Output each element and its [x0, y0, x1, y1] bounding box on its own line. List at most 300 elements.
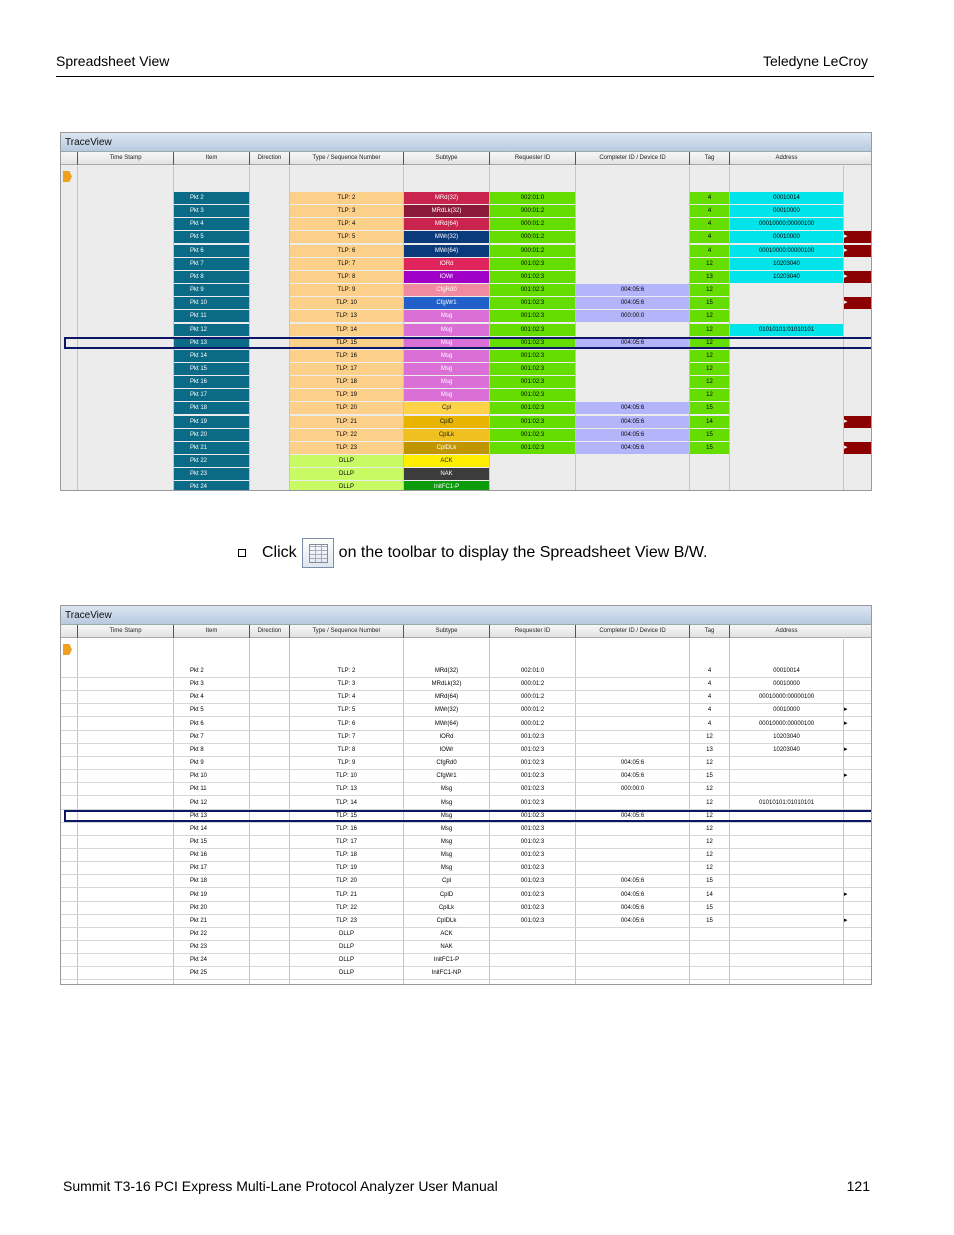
cell-req: 001:02:3 — [490, 429, 575, 441]
table-row[interactable] — [61, 889, 872, 902]
table-row[interactable] — [61, 915, 872, 928]
table-row[interactable] — [61, 455, 872, 468]
column-header[interactable]: Completer ID / Device ID — [575, 625, 689, 638]
cell-type: TLP: 14 — [290, 324, 403, 336]
cell-addr: 00010000 — [773, 681, 800, 688]
cell-tag: 14 — [690, 416, 729, 428]
cell-sub: ACK — [440, 931, 453, 937]
cell-addr — [730, 783, 843, 795]
cell-addr — [730, 284, 843, 296]
cell-type: TLP: 10 — [335, 773, 357, 780]
column-header[interactable]: Address — [729, 625, 843, 638]
cell-tag: 12 — [706, 799, 713, 806]
expand-arrow-icon[interactable]: ▸ — [844, 772, 848, 780]
cell-type: TLP: 4 — [337, 694, 356, 701]
cell-req: 000:01:2 — [520, 707, 545, 714]
expand-arrow-icon[interactable]: ▸ — [844, 271, 872, 283]
cell-sub: IORd — [404, 258, 489, 270]
cell-tag: 4 — [690, 218, 729, 230]
cell-tag: 15 — [690, 429, 729, 441]
cell-item: Pkt 17 — [190, 865, 208, 872]
cell-item: Pkt 4 — [174, 218, 249, 230]
cell-item: Pkt 6 — [174, 245, 249, 257]
cell-tag: 4 — [707, 707, 712, 714]
cell-item: Pkt 7 — [190, 733, 204, 740]
table-row[interactable] — [61, 376, 872, 389]
table-row[interactable] — [61, 902, 872, 915]
table-row[interactable] — [61, 389, 872, 402]
traceview-bw-panel[interactable] — [60, 605, 872, 985]
cell-req: 001:02:3 — [520, 799, 545, 806]
column-header[interactable]: Direction — [249, 152, 289, 165]
cell-sub: Msg — [404, 363, 489, 375]
expand-arrow-icon[interactable]: ▸ — [844, 745, 848, 753]
cell-addr — [730, 468, 843, 480]
cell-type: DLLP — [338, 957, 354, 964]
cell-item: Pkt 22 — [190, 931, 208, 937]
cell-item: Pkt 9 — [190, 760, 204, 767]
cell-type: TLP: 18 — [335, 852, 357, 859]
cell-tag: 15 — [706, 904, 713, 911]
cell-tag: 12 — [706, 760, 713, 767]
cell-tag: 4 — [707, 668, 712, 674]
cell-addr — [730, 836, 843, 848]
cell-addr — [730, 757, 843, 769]
cell-comp: 000:00:0 — [620, 786, 645, 793]
cell-addr — [730, 941, 843, 953]
table-row[interactable] — [61, 849, 872, 862]
table-row[interactable] — [61, 665, 872, 678]
cell-tag: 4 — [690, 231, 729, 243]
cell-type: TLP: 7 — [337, 733, 356, 740]
table-row[interactable] — [61, 310, 872, 323]
cell-item: Pkt 25 — [190, 970, 208, 977]
expand-arrow-icon[interactable]: ▸ — [844, 706, 848, 714]
cell-type: TLP: 9 — [290, 284, 403, 296]
cell-sub: InitFC1-P — [404, 481, 489, 491]
cell-comp — [576, 718, 689, 730]
cell-addr — [730, 928, 843, 940]
cell-addr — [730, 429, 843, 441]
cell-sub: CplD — [404, 416, 489, 428]
cell-req: 001:02:3 — [490, 363, 575, 375]
expand-arrow-icon[interactable]: ▸ — [844, 890, 848, 898]
cell-sub: Msg — [440, 838, 453, 845]
cell-addr — [730, 889, 843, 901]
table-row[interactable] — [61, 718, 872, 731]
cell-tag: 12 — [706, 838, 713, 845]
cell-comp — [576, 271, 689, 283]
column-header[interactable]: Completer ID / Device ID — [575, 152, 689, 165]
column-header[interactable]: Subtype — [403, 152, 489, 165]
cell-type: TLP: 3 — [290, 205, 403, 217]
cell-req: 001:02:3 — [490, 324, 575, 336]
cell-addr: 00010000:00000100 — [730, 245, 843, 257]
cell-item: Pkt 21 — [174, 442, 249, 454]
cell-comp — [576, 678, 689, 690]
selected-row-outline — [64, 810, 872, 822]
cell-comp — [576, 928, 689, 940]
cell-addr — [730, 849, 843, 861]
cell-sub: MWr(32) — [434, 707, 459, 714]
cell-req: 001:02:3 — [490, 271, 575, 283]
cell-addr: 00010000 — [773, 707, 800, 714]
cell-req — [490, 941, 575, 953]
cell-item: Pkt 13 — [174, 337, 249, 349]
table-row[interactable] — [61, 363, 872, 376]
table-row[interactable] — [61, 704, 872, 717]
cell-req: 001:02:3 — [520, 865, 545, 872]
cell-item: Pkt 17 — [174, 389, 249, 401]
cell-type: TLP: 16 — [290, 350, 403, 362]
cell-sub: MRdLk(32) — [404, 205, 489, 217]
cell-comp: 004:05:6 — [620, 878, 645, 885]
cell-req: 001:02:3 — [490, 350, 575, 362]
cell-comp: 004:05:6 — [620, 812, 645, 819]
cell-type: TLP: 23 — [335, 917, 357, 924]
table-row[interactable] — [61, 284, 872, 297]
cell-req: 001:02:3 — [520, 878, 545, 885]
cell-sub: InitFC1-P — [433, 957, 460, 964]
cell-addr — [730, 363, 843, 375]
cell-item: Pkt 14 — [190, 825, 208, 832]
cell-tag: 15 — [706, 878, 713, 885]
cell-type: TLP: 13 — [290, 310, 403, 322]
cell-sub: MRdLk(32) — [431, 681, 462, 688]
cell-req: 001:02:3 — [490, 310, 575, 322]
spreadsheet-toolbar-icon[interactable] — [302, 538, 334, 568]
cell-tag: 13 — [690, 271, 729, 283]
cell-comp — [576, 245, 689, 257]
cell-sub: Msg — [404, 376, 489, 388]
column-header-bar — [61, 625, 871, 638]
column-header[interactable]: Item — [173, 152, 249, 165]
cell-req — [490, 481, 575, 491]
cell-req: 001:02:3 — [520, 812, 545, 819]
column-header[interactable]: Requester ID — [489, 152, 575, 165]
cell-addr: 00010014 — [730, 192, 843, 204]
cell-item: Pkt 5 — [174, 231, 249, 243]
cell-item: Pkt 2 — [174, 192, 249, 204]
cell-comp — [576, 205, 689, 217]
page-header-left: Spreadsheet View — [56, 53, 170, 69]
cell-tag: 4 — [707, 681, 712, 688]
cell-addr — [730, 954, 843, 966]
cell-tag: 12 — [706, 865, 713, 872]
cell-addr — [730, 455, 843, 467]
cell-sub: MRd(32) — [434, 668, 459, 674]
cell-type: TLP: 17 — [335, 838, 357, 845]
table-row[interactable] — [61, 678, 872, 691]
cell-addr — [730, 376, 843, 388]
cell-type: TLP: 20 — [290, 402, 403, 414]
table-row[interactable] — [61, 297, 872, 310]
table-row[interactable] — [61, 192, 872, 205]
column-header[interactable]: Time Stamp — [77, 625, 173, 638]
cell-sub: Msg — [404, 324, 489, 336]
cell-comp — [576, 941, 689, 953]
cell-sub: Msg — [404, 337, 489, 349]
table-row[interactable] — [61, 862, 872, 875]
column-header[interactable]: Address — [729, 152, 843, 165]
cell-sub: IORd — [439, 733, 454, 740]
cell-item: Pkt 24 — [190, 957, 208, 964]
expand-arrow-icon[interactable]: ▸ — [844, 916, 848, 924]
cell-req: 001:02:3 — [490, 376, 575, 388]
cell-req: 001:02:3 — [520, 917, 545, 924]
cell-addr: 00010000 — [730, 205, 843, 217]
table-row[interactable] — [61, 875, 872, 888]
cell-tag: 12 — [690, 258, 729, 270]
cell-item: Pkt 8 — [174, 271, 249, 283]
table-row[interactable] — [61, 442, 872, 455]
cell-addr: 00010000:00000100 — [758, 720, 815, 727]
cell-req — [490, 954, 575, 966]
table-row[interactable] — [61, 967, 872, 980]
cell-comp — [576, 704, 689, 716]
cell-type: TLP: 5 — [337, 707, 356, 714]
cell-type: TLP: 22 — [290, 429, 403, 441]
cell-req: 001:02:3 — [520, 760, 545, 767]
cell-tag: 15 — [706, 773, 713, 780]
cell-comp: 004:05:6 — [576, 284, 689, 296]
cell-tag — [690, 481, 729, 491]
traceview-rows — [61, 639, 871, 985]
cell-addr: 00010014 — [773, 668, 800, 674]
cell-comp — [576, 455, 689, 467]
cell-type: TLP: 5 — [290, 231, 403, 243]
cell-type: TLP: 20 — [335, 878, 357, 885]
header-rule — [56, 76, 874, 77]
table-row[interactable] — [61, 731, 872, 744]
table-row[interactable] — [61, 416, 872, 429]
cell-tag: 4 — [707, 720, 712, 727]
table-row[interactable] — [61, 744, 872, 757]
cell-req: 001:02:3 — [490, 258, 575, 270]
table-row[interactable] — [61, 245, 872, 258]
cell-req: 000:01:2 — [520, 694, 545, 701]
cell-addr: 00010000 — [730, 231, 843, 243]
bullet-icon — [238, 549, 246, 557]
cell-item: Pkt 11 — [190, 786, 207, 793]
cell-item: Pkt 3 — [174, 205, 249, 217]
cell-tag: 12 — [690, 324, 729, 336]
selected-row-outline — [64, 337, 872, 349]
cell-comp — [576, 691, 689, 703]
cell-addr — [730, 310, 843, 322]
cell-item: Pkt 5 — [190, 707, 204, 714]
cell-item: Pkt 14 — [174, 350, 249, 362]
cell-req: 001:02:3 — [520, 904, 545, 911]
cell-req: 001:02:3 — [520, 786, 545, 793]
cell-type: DLLP — [290, 481, 403, 491]
cell-sub: CplD — [439, 891, 454, 898]
cell-addr — [730, 862, 843, 874]
table-row[interactable] — [61, 218, 872, 231]
cell-req: 001:02:3 — [520, 838, 545, 845]
cell-req: 000:01:2 — [490, 231, 575, 243]
cell-req: 001:02:3 — [490, 402, 575, 414]
cell-comp: 004:05:6 — [576, 297, 689, 309]
cell-sub: ACK — [404, 455, 489, 467]
cell-comp — [576, 731, 689, 743]
cell-req: 001:02:3 — [490, 297, 575, 309]
cell-addr — [730, 915, 843, 927]
cell-type: TLP: 21 — [335, 891, 357, 898]
cell-comp: 000:00:0 — [576, 310, 689, 322]
cell-req: 000:01:2 — [490, 205, 575, 217]
cell-req: 001:02:3 — [490, 442, 575, 454]
cell-sub: Msg — [404, 310, 489, 322]
table-row[interactable] — [61, 429, 872, 442]
cell-addr: 01010101:01010101 — [730, 324, 843, 336]
table-row[interactable] — [61, 350, 872, 363]
cell-sub: Msg — [440, 786, 453, 793]
cell-type: TLP: 8 — [290, 271, 403, 283]
table-row[interactable] — [61, 783, 872, 796]
table-row[interactable] — [61, 797, 872, 810]
column-header[interactable]: Type / Sequence Number — [289, 152, 403, 165]
cell-addr: 10203040 — [773, 746, 800, 753]
cell-sub: CplLk — [404, 429, 489, 441]
column-header-bar — [61, 152, 871, 165]
cell-item: Pkt 12 — [190, 799, 208, 806]
cell-req: 001:02:3 — [490, 284, 575, 296]
cell-req: 001:02:3 — [520, 773, 545, 780]
expand-arrow-icon[interactable]: ▸ — [844, 231, 872, 243]
cell-req: 001:02:3 — [520, 733, 545, 740]
table-row[interactable] — [61, 954, 872, 967]
cell-item: Pkt 2 — [190, 668, 204, 674]
cell-type: TLP: 13 — [335, 786, 357, 793]
cell-item: Pkt 24 — [174, 481, 249, 491]
table-row[interactable] — [61, 481, 872, 491]
expand-arrow-icon[interactable]: ▸ — [844, 297, 872, 309]
page-number: 121 — [846, 1178, 870, 1194]
traceview-color-panel[interactable] — [60, 132, 872, 491]
cell-addr — [730, 967, 843, 979]
cell-type: DLLP — [290, 468, 403, 480]
cell-req: 001:02:3 — [520, 891, 545, 898]
table-row[interactable] — [61, 691, 872, 704]
cell-item: Pkt 11 — [174, 310, 249, 322]
cell-type: TLP: 9 — [337, 760, 356, 767]
cell-addr: 10203040 — [730, 271, 843, 283]
column-header[interactable]: Tag — [689, 625, 729, 638]
cell-item: Pkt 15 — [190, 838, 208, 845]
table-row[interactable] — [61, 823, 872, 836]
cell-tag: 4 — [690, 205, 729, 217]
cell-comp — [576, 192, 689, 204]
table-row[interactable] — [61, 757, 872, 770]
cell-addr: 10203040 — [730, 258, 843, 270]
page-footer-left: Summit T3-16 PCI Express Multi-Lane Protocol Analyzer User Manual — [63, 1178, 498, 1194]
instruction-text: on the toolbar to display the Spreadsheet View B/W. — [338, 544, 708, 561]
cell-tag — [690, 941, 729, 953]
cell-req: 000:01:2 — [490, 245, 575, 257]
cell-req: 000:01:2 — [520, 720, 545, 727]
cell-type: TLP: 6 — [337, 720, 356, 727]
traceview-title: TraceView — [61, 133, 871, 152]
column-header[interactable]: Type / Sequence Number — [289, 625, 403, 638]
table-row[interactable] — [61, 271, 872, 284]
cell-sub: CplDLk — [404, 442, 489, 454]
expand-arrow-icon[interactable]: ▸ — [844, 416, 872, 428]
cell-item: Pkt 4 — [190, 694, 204, 701]
cell-addr: 01010101:01010101 — [758, 799, 815, 806]
column-header[interactable]: Direction — [249, 625, 289, 638]
table-row[interactable] — [61, 258, 872, 271]
table-row[interactable] — [61, 402, 872, 415]
cell-tag: 12 — [690, 350, 729, 362]
cell-tag: 4 — [690, 192, 729, 204]
expand-arrow-icon[interactable]: ▸ — [844, 719, 848, 727]
cell-tag — [690, 928, 729, 940]
cell-tag: 12 — [706, 733, 713, 740]
cell-addr — [730, 902, 843, 914]
cell-type: TLP: 15 — [335, 812, 357, 819]
column-header[interactable]: Subtype — [403, 625, 489, 638]
cell-type: TLP: 15 — [290, 337, 403, 349]
cell-comp — [576, 967, 689, 979]
cell-tag: 12 — [690, 389, 729, 401]
cell-comp — [576, 363, 689, 375]
cell-tag: 4 — [707, 694, 712, 701]
cell-req: 000:01:2 — [520, 681, 545, 688]
cell-sub: Msg — [440, 825, 453, 832]
table-row[interactable] — [61, 231, 872, 244]
cell-type: TLP: 2 — [337, 668, 356, 674]
cell-sub: MRd(32) — [404, 192, 489, 204]
column-header[interactable]: Time Stamp — [77, 152, 173, 165]
expand-arrow-icon[interactable]: ▸ — [844, 245, 872, 257]
column-header[interactable]: Item — [173, 625, 249, 638]
traceview-rows — [61, 166, 871, 491]
table-row[interactable] — [61, 941, 872, 954]
table-row[interactable] — [61, 205, 872, 218]
table-row[interactable] — [61, 928, 872, 941]
cell-sub: Msg — [440, 799, 453, 806]
cell-item: Pkt 7 — [174, 258, 249, 270]
cell-item: Pkt 18 — [190, 878, 208, 885]
column-header[interactable]: Tag — [689, 152, 729, 165]
cell-item: Pkt 20 — [190, 904, 208, 911]
cell-item: Pkt 15 — [174, 363, 249, 375]
cell-addr — [730, 481, 843, 491]
cell-sub: MRd(64) — [434, 694, 459, 701]
cell-item: Pkt 10 — [174, 297, 249, 309]
cell-comp: 004:05:6 — [576, 416, 689, 428]
cell-sub: Msg — [404, 389, 489, 401]
table-row[interactable] — [61, 324, 872, 337]
table-row[interactable] — [61, 836, 872, 849]
cell-req: 002:01:0 — [490, 192, 575, 204]
cell-comp: 004:05:6 — [576, 402, 689, 414]
cell-type: DLLP — [338, 970, 354, 977]
column-header[interactable]: Requester ID — [489, 625, 575, 638]
cell-addr — [730, 350, 843, 362]
cell-sub: MWr(64) — [404, 245, 489, 257]
table-row[interactable] — [61, 770, 872, 783]
instruction-line — [238, 538, 708, 568]
cell-tag: 15 — [690, 442, 729, 454]
cell-item: Pkt 12 — [174, 324, 249, 336]
expand-arrow-icon[interactable]: ▸ — [844, 442, 872, 454]
table-row[interactable] — [61, 468, 872, 481]
cell-type: TLP: 17 — [290, 363, 403, 375]
cell-req: 001:02:3 — [490, 416, 575, 428]
cell-comp: 004:05:6 — [576, 442, 689, 454]
